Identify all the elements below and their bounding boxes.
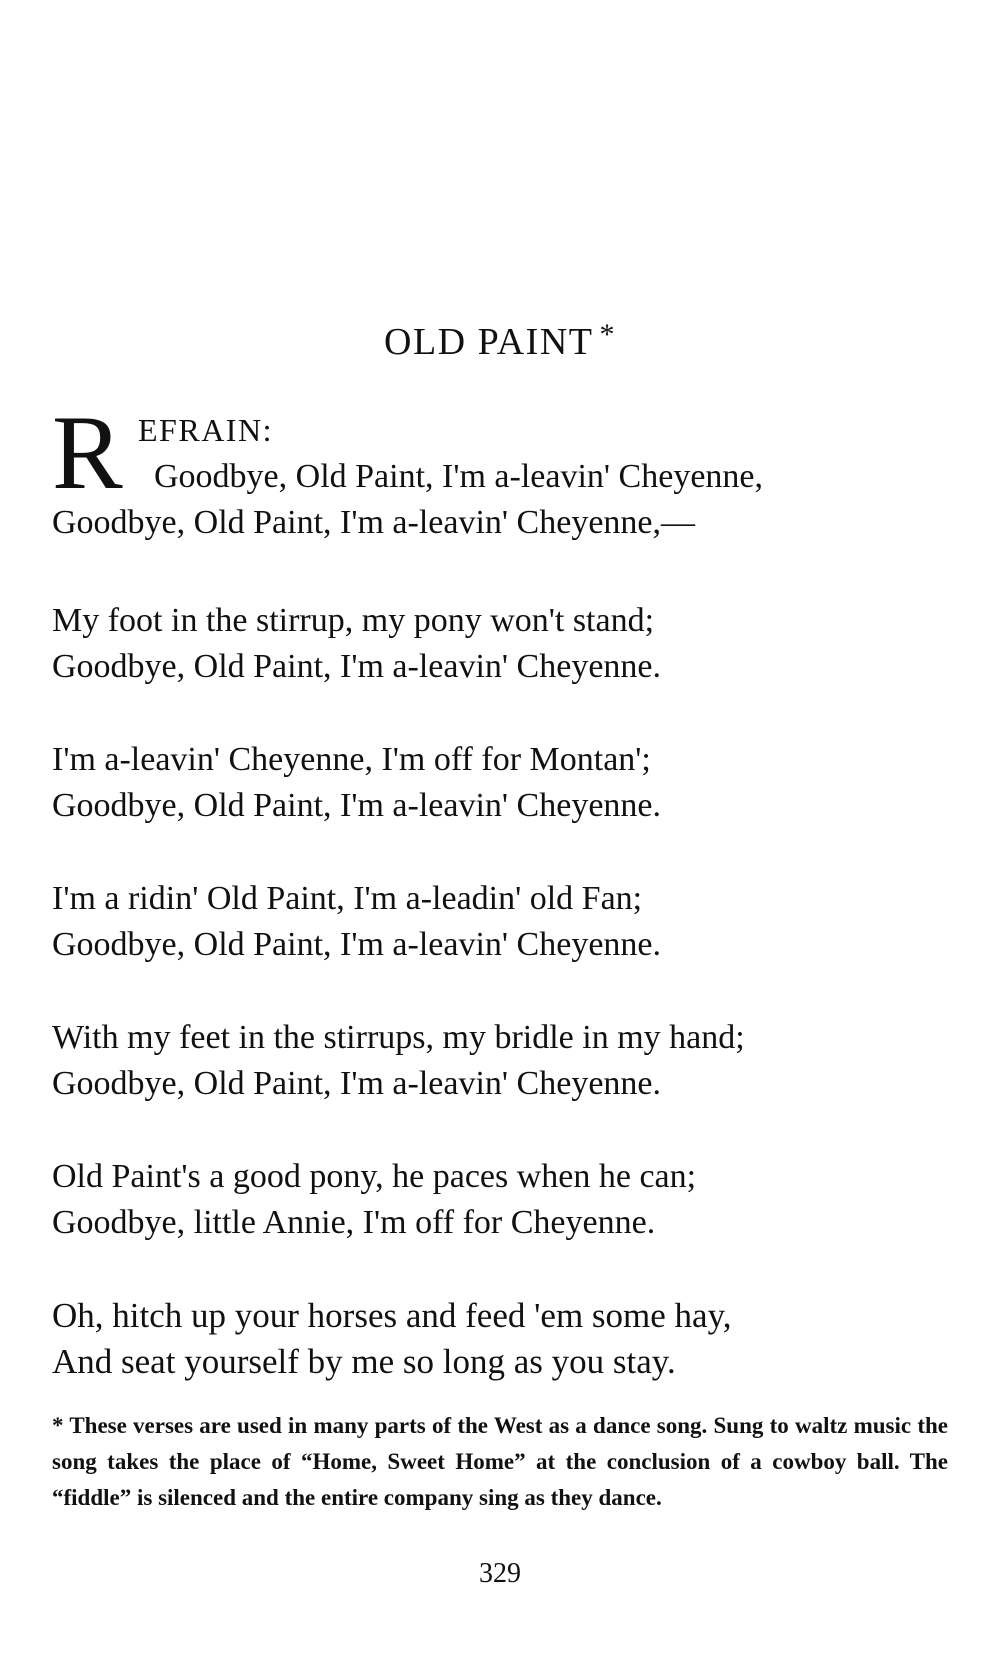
stanza (52, 876, 972, 968)
verses (52, 598, 972, 1432)
page-number: 329 (479, 1558, 521, 1589)
verse-line: With my feet in the stirrups, my bridle in my hand; (52, 1019, 745, 1056)
stanza (52, 737, 972, 829)
stanza (52, 1154, 972, 1246)
verse-line: I'm a ridin' Old Paint, I'm a-leadin' old Fan; (52, 880, 643, 917)
verse-line: My foot in the stirrup, my pony won't stand; (52, 602, 655, 639)
verse-line: Oh, hitch up your horses and feed 'em some hay, (52, 1296, 732, 1335)
drop-cap: R (52, 394, 123, 511)
footnote: * These verses are used in many parts of the West as a dance song. Sung to waltz music the song takes the place of “Home, Sweet Home” at the conclusion of a cowboy ball. The “fiddle” is silenced and the entire company sing as they dance. (52, 1413, 948, 1510)
verse-line: Goodbye, Old Paint, I'm a-leavin' Cheyenne. (52, 648, 661, 685)
verse-line: Goodbye, little Annie, I'm off for Cheyenne. (52, 1204, 656, 1241)
refrain (52, 394, 952, 542)
verse-line: Goodbye, Old Paint, I'm a-leavin' Cheyenne. (52, 926, 661, 963)
song-title-text: OLD PAINT (384, 321, 594, 363)
verse-line: Goodbye, Old Paint, I'm a-leavin' Cheyenne. (52, 787, 661, 824)
verse-line: Old Paint's a good pony, he paces when he can; (52, 1158, 697, 1195)
refrain-line: Goodbye, Old Paint, I'm a-leavin' Cheyenne,— (52, 504, 695, 541)
song-title (0, 318, 1000, 364)
stanza (52, 1293, 972, 1385)
verse-line: I'm a-leavin' Cheyenne, I'm off for Montan'; (52, 741, 651, 778)
refrain-line: Goodbye, Old Paint, I'm a-leavin' Cheyenne, (154, 458, 763, 495)
refrain-label: EFRAIN: (138, 412, 273, 448)
stanza (52, 1015, 972, 1107)
verse-line: And seat yourself by me so long as you stay. (52, 1342, 676, 1381)
verse-line: Goodbye, Old Paint, I'm a-leavin' Cheyenne. (52, 1065, 661, 1102)
footnote-marker: * (599, 318, 616, 351)
stanza (52, 598, 972, 690)
